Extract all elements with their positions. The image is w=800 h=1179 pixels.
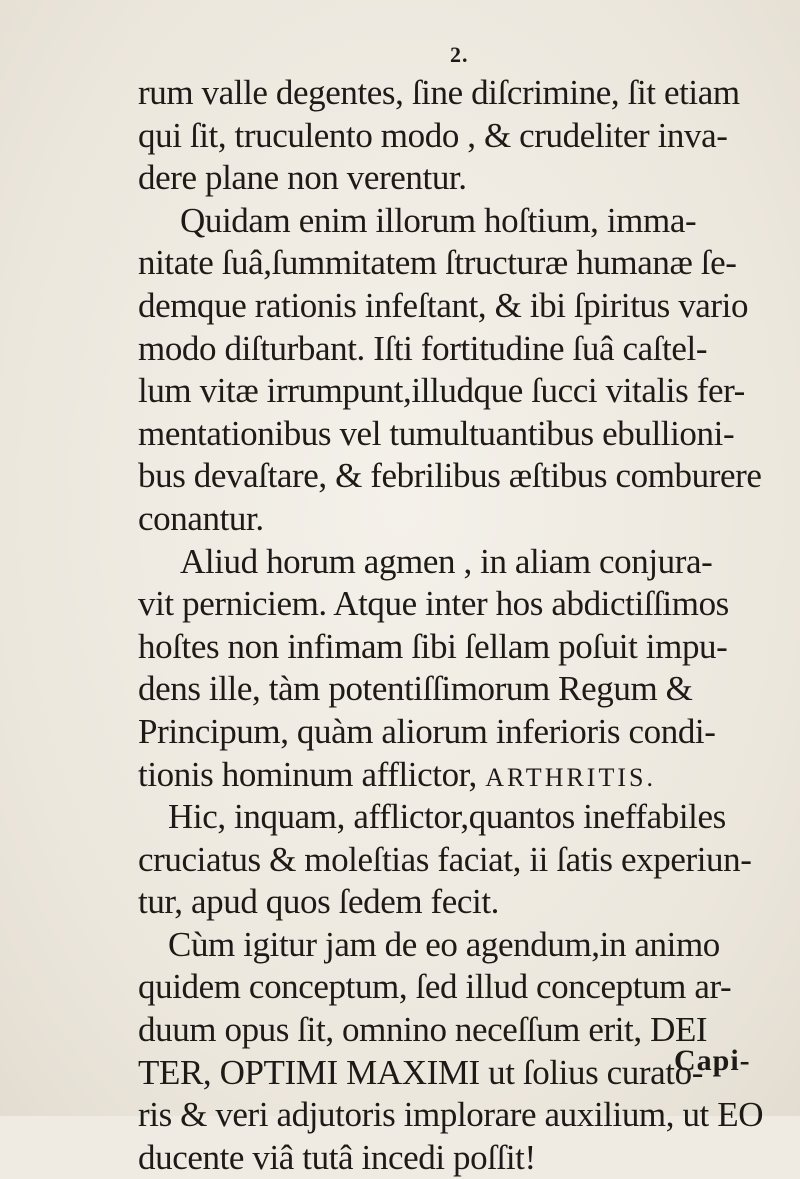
paragraph-start-line: Cùm igitur jam de eo agendum,in animo: [168, 924, 720, 964]
paragraph-start-line: Aliud horum agmen , in aliam conjura-: [180, 541, 713, 581]
paragraph-start-line: Hic, inquam, afflictor,quantos ineffabiles: [168, 797, 726, 837]
text-line: dere plane non verentur.: [138, 158, 467, 198]
text-line: Principum, quàm aliorum inferioris condi-: [138, 711, 716, 751]
text-line: lum vitæ irrumpunt,illudque ſucci vitalis fer-: [138, 371, 745, 411]
text-line: duum opus ſit, omnino neceſſum erit, DEI: [138, 1010, 708, 1050]
text-line: dens ille, tàm potentiſſimorum Regum &: [138, 669, 693, 709]
text-line: quidem conceptum, ſed illud conceptum ar-: [138, 967, 732, 1007]
text-line: qui ſit, truculento modo , & crudeliter inva-: [138, 115, 728, 155]
paragraph-start-line: Quidam enim illorum hoſtium, imma-: [180, 200, 697, 240]
text-line: ris & veri adjutoris implorare auxilium, ut EO: [138, 1095, 764, 1135]
text-line: rum valle degentes, ſine diſcrimine, ſit etiam: [138, 73, 740, 112]
text-line: [138, 754, 778, 797]
text-line: tur, apud quos ſedem fecit.: [138, 882, 500, 922]
body-text: [138, 72, 778, 1179]
text-line: bus devaſtare, & febrilibus æſtibus comburere: [138, 456, 762, 496]
text-line: ducente viâ tutâ incedi poſſit!: [138, 1137, 536, 1177]
text-line: vit perniciem. Atque inter hos abdictiſſimos: [138, 584, 729, 624]
text-line: conantur.: [138, 498, 264, 538]
text-line: demque rationis infeſtant, & ibi ſpiritus vario: [138, 285, 749, 325]
text-line: hoſtes non infimam ſibi ſellam poſuit impu-: [138, 626, 728, 666]
text-line-part: tionis hominum afflictor,: [138, 754, 486, 794]
text-line: modo diſturbant. Iſti fortitudine ſuâ caſtel-: [138, 328, 708, 368]
catchword: Capi-: [674, 1044, 751, 1077]
page-number: 2.: [450, 42, 469, 67]
text-line: TER, OPTIMI MAXIMI ut ſolius curato-: [138, 1052, 703, 1092]
text-line: nitate ſuâ,ſummitatem ſtructuræ humanæ ſe-: [138, 243, 737, 283]
smallcaps-word: ARTHRITIS.: [485, 762, 656, 792]
text-line: mentationibus vel tumultuantibus ebullioni-: [138, 413, 735, 453]
text-line: cruciatus & moleſtias faciat, ii ſatis experiun-: [138, 839, 752, 879]
